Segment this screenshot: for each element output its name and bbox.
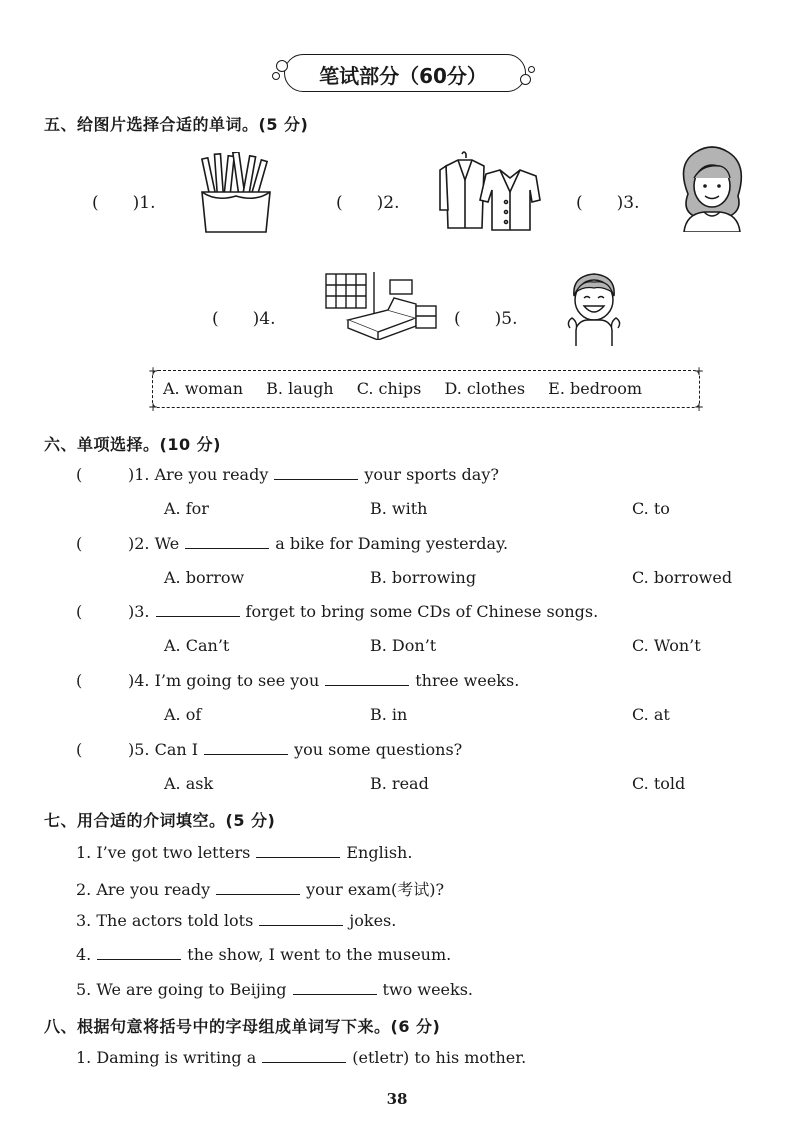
choice-option[interactable]: A. for: [164, 499, 209, 518]
word-option: C. chips: [356, 379, 422, 398]
answer-blank[interactable]: [185, 534, 269, 549]
choice-option[interactable]: A. of: [164, 705, 202, 724]
letter-question-1: 1. Daming is writing a (etletr) to his mother.: [76, 1048, 527, 1067]
word-option: B. laugh: [266, 379, 334, 398]
choice-option[interactable]: B. Don’t: [370, 636, 437, 655]
picture-3-answer[interactable]: ( )3.: [576, 193, 640, 213]
picture-2-answer[interactable]: ( )2.: [336, 193, 400, 213]
answer-paren[interactable]: (: [76, 465, 83, 484]
preposition-question-5: 5. We are going to Beijing two weeks.: [76, 980, 473, 999]
choice-question-1: ( )1. Are you ready your sports day?: [76, 465, 499, 484]
choice-question-2: ( )2. We a bike for Daming yesterday.: [76, 534, 509, 553]
section-6-heading: 六、单项选择。(10 分): [44, 435, 221, 454]
choice-question-3: ( )3. forget to bring some CDs of Chinese songs.: [76, 602, 599, 621]
cross-decoration: +: [148, 400, 159, 414]
choice-option[interactable]: A. ask: [164, 774, 214, 793]
answer-blank[interactable]: [204, 740, 288, 755]
choice-option[interactable]: C. Won’t: [632, 636, 701, 655]
picture-1-answer[interactable]: ( )1.: [92, 193, 156, 213]
section-banner: [272, 52, 534, 94]
section-5-heading: 五、给图片选择合适的单词。(5 分): [44, 115, 309, 134]
answer-blank[interactable]: [262, 1048, 346, 1063]
choice-option[interactable]: A. Can’t: [164, 636, 230, 655]
cross-decoration: +: [148, 364, 159, 378]
answer-paren[interactable]: (: [76, 602, 83, 621]
choice-option[interactable]: B. in: [370, 705, 408, 724]
answer-blank[interactable]: [216, 880, 300, 895]
woman-icon: [676, 144, 748, 232]
bedroom-icon: [318, 270, 440, 340]
answer-blank[interactable]: [325, 671, 409, 686]
preposition-question-4: 4. the show, I went to the museum.: [76, 945, 452, 964]
word-option: D. clothes: [444, 379, 526, 398]
choice-option[interactable]: B. read: [370, 774, 429, 793]
picture-5-answer[interactable]: ( )5.: [454, 309, 518, 329]
answer-paren[interactable]: (: [76, 671, 83, 690]
answer-paren[interactable]: (: [76, 740, 83, 759]
section-7-heading: 七、用合适的介词填空。(5 分): [44, 811, 276, 830]
clothes-icon: [436, 150, 542, 234]
answer-blank[interactable]: [293, 980, 377, 995]
choice-option[interactable]: B. borrowing: [370, 568, 477, 587]
chips-icon: [196, 152, 276, 234]
answer-blank[interactable]: [259, 911, 343, 926]
section-8-heading: 八、根据句意将括号中的字母组成单词写下来。(6 分): [44, 1017, 441, 1036]
choice-option[interactable]: C. to: [632, 499, 670, 518]
choice-option[interactable]: A. borrow: [164, 568, 245, 587]
page-number: 38: [386, 1090, 408, 1108]
cross-decoration: +: [693, 400, 704, 414]
word-bank: [148, 364, 704, 414]
banner-title: 笔试部分（60分）: [319, 64, 487, 88]
answer-blank[interactable]: [97, 945, 181, 960]
choice-option[interactable]: C. at: [632, 705, 670, 724]
choice-option[interactable]: C. borrowed: [632, 568, 733, 587]
preposition-question-2: 2. Are you ready your exam(考试)?: [76, 880, 445, 899]
answer-blank[interactable]: [274, 465, 358, 480]
laughing-boy-icon: [562, 270, 626, 346]
choice-question-5: ( )5. Can I you some questions?: [76, 740, 463, 759]
picture-4-answer[interactable]: ( )4.: [212, 309, 276, 329]
preposition-question-1: 1. I’ve got two letters English.: [76, 843, 413, 862]
cross-decoration: +: [693, 364, 704, 378]
choice-option[interactable]: B. with: [370, 499, 428, 518]
choice-option[interactable]: C. told: [632, 774, 686, 793]
answer-paren[interactable]: (: [76, 534, 83, 553]
word-option: A. woman: [163, 379, 244, 398]
answer-blank[interactable]: [156, 602, 240, 617]
answer-blank[interactable]: [256, 843, 340, 858]
choice-question-4: ( )4. I’m going to see you three weeks.: [76, 671, 520, 690]
word-option: E. bedroom: [548, 379, 643, 398]
preposition-question-3: 3. The actors told lots jokes.: [76, 911, 397, 930]
